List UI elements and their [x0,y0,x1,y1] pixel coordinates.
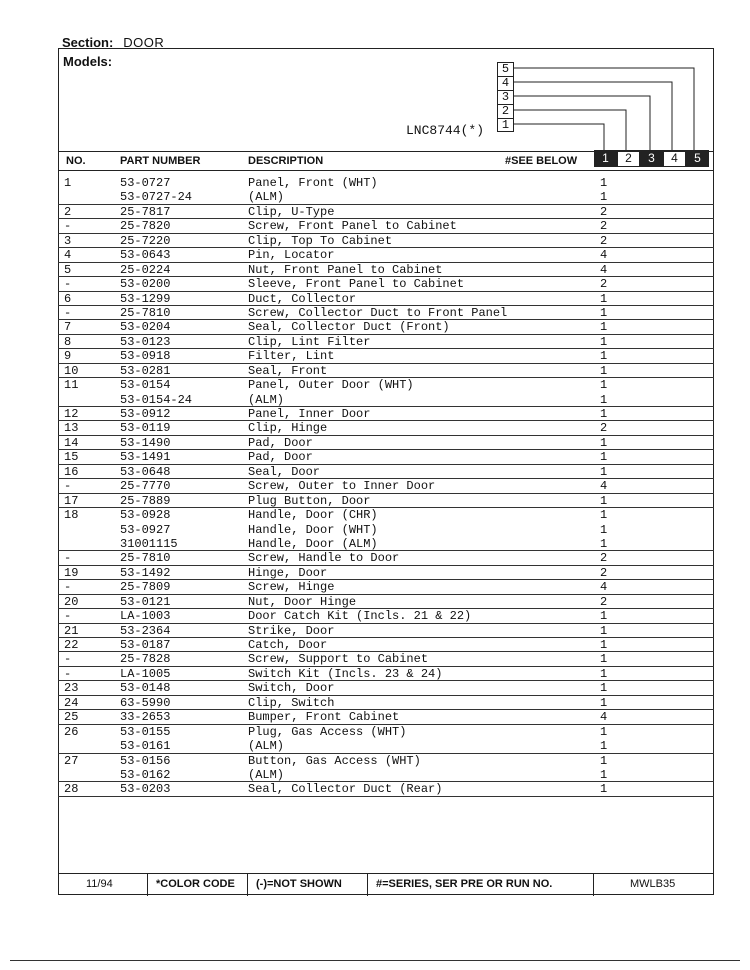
row-number: 14 [64,435,79,450]
description: (ALM) [248,767,285,782]
part-number: 53-0648 [120,464,171,479]
table-row [58,277,714,291]
quantity: 4 [600,262,608,277]
quantity: 1 [600,450,608,465]
quantity: 1 [600,753,608,768]
table-row [58,306,714,320]
quantity: 1 [600,378,608,393]
row-number: 2 [64,204,72,219]
row-number: - [64,580,72,595]
part-number: 53-0912 [120,407,171,421]
part-number: 53-0727 [120,176,171,190]
quantity: 1 [600,508,608,523]
table-row [58,537,714,551]
series-bracket-number: 3 [497,90,514,104]
quantity: 2 [600,594,608,609]
footer-date: 11/94 [58,874,148,896]
quantity: 2 [600,277,608,292]
row-number: 4 [64,248,72,263]
part-number: 53-0928 [120,508,171,523]
column-header-no: NO. [66,155,86,167]
table-row [58,421,714,435]
header-underline [58,170,714,171]
quantity: 1 [600,638,608,652]
series-column-2: 2 [617,150,640,167]
part-number: 53-0119 [120,421,171,436]
table-row [58,508,714,522]
row-number: 23 [64,681,79,696]
series-bracket-number: 4 [497,76,514,90]
series-bracket-stack [497,62,514,132]
row-number: - [64,666,72,681]
part-number: 31001115 [120,536,178,551]
quantity: 1 [600,609,608,624]
part-number: 53-0927 [120,522,171,537]
table-row [58,263,714,277]
row-number: 17 [64,493,79,508]
series-column-3: 3 [640,150,663,167]
description: (ALM) [248,190,285,205]
table-row [58,349,714,363]
row-number: 3 [64,233,72,248]
quantity: 1 [600,695,608,710]
quantity: 4 [600,479,608,494]
table-row [58,638,714,652]
description: Strike, Door [248,623,335,638]
row-number: 21 [64,623,79,638]
description: Screw, Hinge [248,580,335,595]
row-number: 26 [64,724,79,739]
quantity: 1 [600,363,608,378]
quantity: 1 [600,724,608,739]
description: Screw, Outer to Inner Door [248,479,436,494]
description: Panel, Front (WHT) [248,176,378,190]
table-row [58,624,714,638]
quantity: 1 [600,536,608,551]
table-row [58,566,714,580]
part-number: 25-7809 [120,580,171,595]
part-number: 53-0281 [120,363,171,378]
row-number: 27 [64,753,79,768]
quantity: 1 [600,176,608,190]
part-number: 53-0187 [120,638,171,652]
column-header-see-below: #SEE BELOW [505,155,578,167]
table-row [58,436,714,450]
quantity: 1 [600,681,608,696]
series-column-4: 4 [663,150,686,167]
parts-table [58,176,714,797]
table-row [58,696,714,710]
table-row [58,292,714,306]
part-number: 25-7770 [120,479,171,494]
part-number: 63-5990 [120,695,171,710]
row-number: 8 [64,334,72,349]
description: Switch, Door [248,681,335,696]
table-row [58,407,714,421]
column-header-description: DESCRIPTION [248,155,324,167]
description: Nut, Front Panel to Cabinet [248,262,443,277]
table-row [58,595,714,609]
part-number: 53-0148 [120,681,171,696]
description: Panel, Outer Door (WHT) [248,378,414,393]
description: Button, Gas Access (WHT) [248,753,421,768]
description: Clip, U-Type [248,204,335,219]
description: Sleeve, Front Panel to Cabinet [248,277,465,292]
description: Nut, Door Hinge [248,594,357,609]
description: (ALM) [248,739,285,754]
part-number: 25-7810 [120,305,171,320]
description: (ALM) [248,392,285,407]
row-number: - [64,219,72,234]
row-number: 11 [64,378,79,393]
part-number: 53-0154 [120,378,171,393]
table-row [58,320,714,334]
series-bracket-number: 2 [497,104,514,118]
part-number: 53-0156 [120,753,171,768]
part-number: 53-0161 [120,739,171,754]
table-row [58,768,714,782]
row-number: - [64,305,72,320]
row-number: 6 [64,291,72,306]
table-row [58,364,714,378]
quantity: 4 [600,248,608,263]
description: Switch Kit (Incls. 23 & 24) [248,666,443,681]
quantity: 1 [600,392,608,407]
part-number: 53-0200 [120,277,171,292]
quantity: 1 [600,652,608,667]
description: Handle, Door (WHT) [248,522,378,537]
part-number: 53-1491 [120,450,171,465]
description: Seal, Collector Duct (Rear) [248,782,443,797]
part-number: LA-1003 [120,609,171,624]
table-row [58,681,714,695]
part-number: 53-0162 [120,767,171,782]
table-row [58,494,714,508]
table-row [58,551,714,565]
models-label: Models: [63,54,113,69]
description: Screw, Front Panel to Cabinet [248,219,457,234]
section-label: Section: [62,35,114,50]
part-number: 53-0155 [120,724,171,739]
table-row [58,335,714,349]
row-number: - [64,609,72,624]
table-row [58,479,714,493]
part-number: 53-0154-24 [120,392,193,407]
footer-bar [58,873,714,896]
quantity: 1 [600,623,608,638]
part-number: 53-0204 [120,320,171,335]
part-number: 53-0727-24 [120,190,193,205]
table-row [58,176,714,190]
quantity: 4 [600,710,608,725]
table-row [58,710,714,724]
section-value: DOOR [123,35,165,50]
description: Clip, Hinge [248,421,328,436]
footer-color-code: *COLOR CODE [148,874,248,896]
row-number: 18 [64,508,79,523]
description: Clip, Switch [248,695,335,710]
series-columns [594,150,709,167]
quantity: 1 [600,407,608,421]
description: Pin, Locator [248,248,335,263]
part-number: 53-1492 [120,565,171,580]
part-number: LA-1005 [120,666,171,681]
row-number: 5 [64,262,72,277]
table-row [58,782,714,796]
description: Handle, Door (CHR) [248,508,378,523]
table-row [58,219,714,233]
description: Panel, Inner Door [248,407,371,421]
series-bracket-number: 1 [497,118,514,132]
row-number: 10 [64,363,79,378]
part-number: 25-7828 [120,652,171,667]
quantity: 1 [600,493,608,508]
footer-series-note: #=SERIES, SER PRE OR RUN NO. [368,874,594,896]
description: Seal, Collector Duct (Front) [248,320,450,335]
description: Pad, Door [248,450,313,465]
quantity: 2 [600,421,608,436]
row-number: 13 [64,421,79,436]
page-bottom-rule [10,960,740,961]
quantity: 1 [600,782,608,797]
part-number: 33-2653 [120,710,171,725]
table-row [58,234,714,248]
series-bracket-number: 5 [497,62,514,76]
part-number: 53-2364 [120,623,171,638]
description: Filter, Lint [248,349,335,364]
row-number: 15 [64,450,79,465]
table-row [58,754,714,768]
description: Clip, Top To Cabinet [248,233,393,248]
row-number: 7 [64,320,72,335]
quantity: 1 [600,666,608,681]
description: Duct, Collector [248,291,357,306]
quantity: 1 [600,334,608,349]
model-name: LNC8744(*) [406,123,485,138]
part-number: 53-1299 [120,291,171,306]
quantity: 2 [600,219,608,234]
description: Clip, Lint Filter [248,334,371,349]
part-number: 53-0203 [120,782,171,797]
row-number: - [64,652,72,667]
table-row [58,378,714,392]
quantity: 1 [600,767,608,782]
row-number: 22 [64,638,79,652]
description: Pad, Door [248,435,313,450]
row-number: 1 [64,176,72,190]
part-number: 25-7220 [120,233,171,248]
quantity: 4 [600,580,608,595]
description: Seal, Door [248,464,321,479]
quantity: 2 [600,551,608,566]
part-number: 25-7889 [120,493,171,508]
series-column-1: 1 [594,150,617,167]
quantity: 1 [600,435,608,450]
description: Door Catch Kit (Incls. 21 & 22) [248,609,472,624]
description: Plug Button, Door [248,493,371,508]
table-row [58,393,714,407]
quantity: 1 [600,739,608,754]
row-number: 12 [64,407,79,421]
series-column-5: 5 [686,150,709,167]
description: Screw, Collector Duct to Front Panel [248,305,508,320]
description: Bumper, Front Cabinet [248,710,400,725]
table-row [58,609,714,623]
table-row [58,580,714,594]
row-number: 19 [64,565,79,580]
part-number: 25-0224 [120,262,171,277]
part-number: 53-0123 [120,334,171,349]
description: Hinge, Door [248,565,328,580]
quantity: 2 [600,204,608,219]
part-number: 53-1490 [120,435,171,450]
description: Seal, Front [248,363,328,378]
description: Handle, Door (ALM) [248,536,378,551]
part-number: 25-7820 [120,219,171,234]
quantity: 1 [600,349,608,364]
quantity: 1 [600,320,608,335]
series-bracket-lines [514,66,714,152]
row-number: - [64,277,72,292]
quantity: 1 [600,464,608,479]
table-row [58,248,714,262]
description: Screw, Support to Cabinet [248,652,429,667]
part-number: 53-0918 [120,349,171,364]
row-number: 24 [64,695,79,710]
row-number: - [64,551,72,566]
quantity: 1 [600,291,608,306]
quantity: 1 [600,190,608,205]
table-row [58,465,714,479]
row-number: 25 [64,710,79,725]
part-number: 25-7810 [120,551,171,566]
row-number: 16 [64,464,79,479]
table-row [58,190,714,204]
part-number: 25-7817 [120,204,171,219]
quantity: 2 [600,565,608,580]
column-header-part-number: PART NUMBER [120,155,201,167]
table-row [58,725,714,739]
quantity: 1 [600,522,608,537]
table-row [58,667,714,681]
quantity: 2 [600,233,608,248]
table-row [58,523,714,537]
table-row [58,205,714,219]
row-number: 28 [64,782,79,797]
table-row [58,652,714,666]
row-number: - [64,479,72,494]
part-number: 53-0121 [120,594,171,609]
description: Screw, Handle to Door [248,551,400,566]
table-row [58,450,714,464]
part-number: 53-0643 [120,248,171,263]
footer-not-shown: (-)=NOT SHOWN [248,874,368,896]
description: Catch, Door [248,638,328,652]
description: Plug, Gas Access (WHT) [248,724,407,739]
row-number: 9 [64,349,72,364]
table-row [58,739,714,753]
footer-doc-code: MWLB35 [630,878,676,890]
quantity: 1 [600,305,608,320]
row-number: 20 [64,594,79,609]
